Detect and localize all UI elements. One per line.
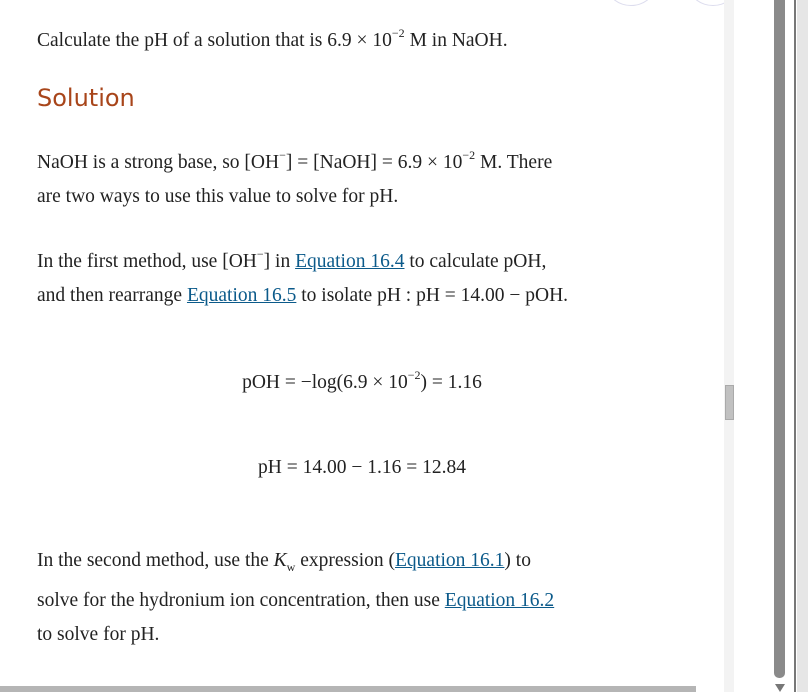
equation-16-5-link[interactable]: Equation 16.5 [186,285,297,306]
problem-statement [37,16,508,58]
text: ] in [263,251,296,272]
equation-poh [0,368,724,394]
superscript: − [256,247,264,261]
text: NaOH is a strong base, so [OH [37,152,280,173]
paragraph-3 [37,544,554,652]
text: to calculate pOH, [404,251,547,272]
window-border [794,0,796,692]
text: ] = [NaOH] = 6.9 × 10 [285,152,463,173]
text: M in NaOH. [404,30,508,51]
text: pOH = −log(6.9 × 10 [242,372,408,393]
inner-scrollbar-thumb[interactable] [725,385,734,420]
text: ) to [504,550,531,571]
equation-16-1-link[interactable]: Equation 16.1 [395,550,505,571]
equation-16-4-link[interactable]: Equation 16.4 [295,251,405,272]
text: M. There [475,152,553,173]
equation-16-2-link[interactable]: Equation 16.2 [444,589,555,611]
scroll-down-arrow-icon[interactable] [775,684,785,692]
toolbar-button[interactable] [608,0,654,6]
text: Calculate the pH of a solution that is 6.9 × 10 [37,30,392,51]
subscript: w [286,559,296,574]
inner-scrollbar[interactable] [724,0,734,692]
equation-ph: pH = 14.00 − 1.16 = 12.84 [258,457,466,478]
text: are two ways to use this value to solve for pH. [37,186,399,207]
text: In the second method, use the [37,550,274,571]
paragraph-2 [37,237,568,313]
text: solve for the hydronium ion concentration, then use [37,589,445,611]
text: to solve for pH. [37,623,160,645]
text: In the first method, use [OH [37,251,257,272]
horizontal-scrollbar[interactable] [0,686,696,692]
paragraph-1 [37,138,552,214]
outer-scrollbar-thumb[interactable] [774,0,785,678]
text: ) = 1.16 [420,372,482,393]
superscript: −2 [407,368,421,382]
superscript: − [279,148,286,162]
window-frame [797,0,808,692]
superscript: −2 [391,26,405,40]
text: to isolate pH : pH = 14.00 − pOH. [296,285,569,306]
solution-heading: Solution [37,84,135,112]
text: and then rearrange [37,285,187,306]
superscript: −2 [462,148,476,162]
kw-symbol: K [273,550,287,571]
text: expression ( [295,550,395,571]
